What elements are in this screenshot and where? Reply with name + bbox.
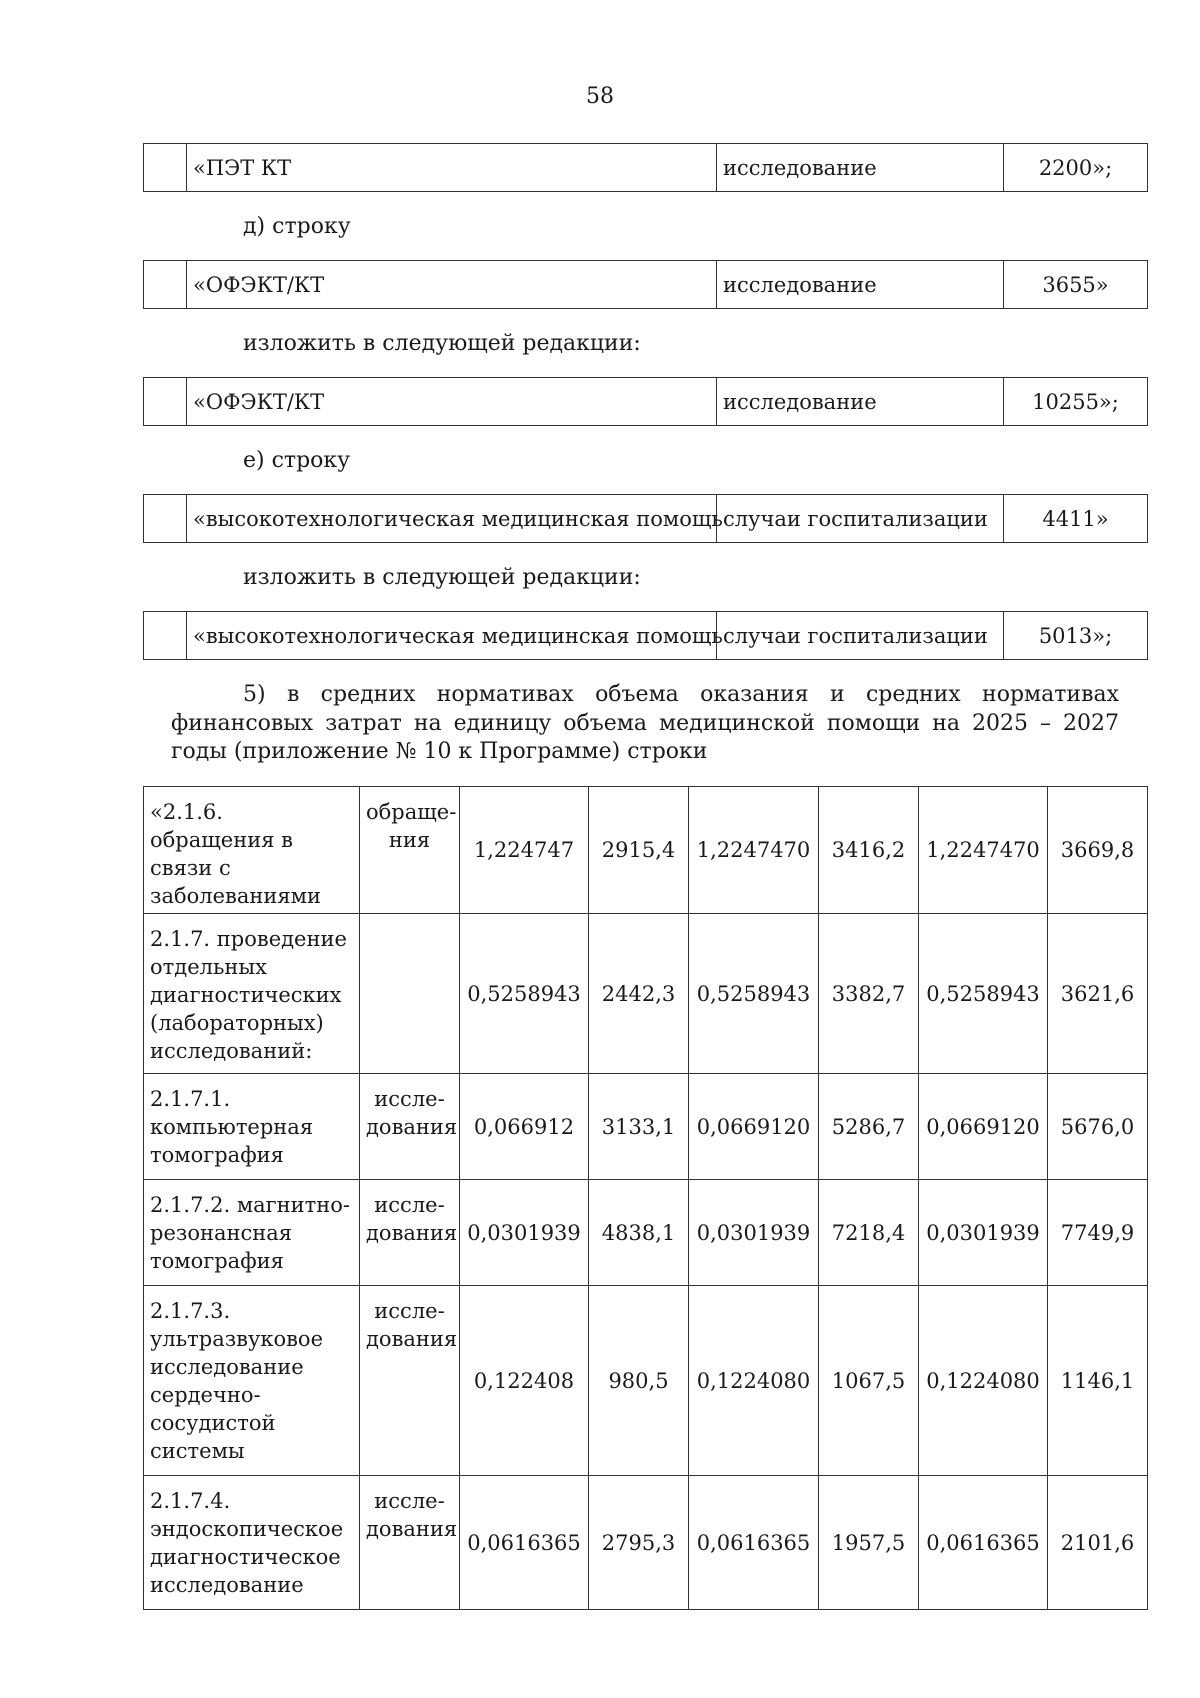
value-2027-volume: 0,0301939 bbox=[919, 1180, 1048, 1286]
value-2026-volume: 0,1224080 bbox=[689, 1286, 819, 1476]
value-2027-cost: 3669,8 bbox=[1048, 787, 1148, 914]
norms-table bbox=[143, 786, 1148, 1610]
table-row bbox=[144, 144, 1148, 192]
empty-cell bbox=[144, 612, 187, 660]
paragraph-redaction: изложить в следующей редакции: bbox=[243, 565, 641, 590]
value-2026-volume: 0,0301939 bbox=[689, 1180, 819, 1286]
empty-cell bbox=[144, 261, 187, 309]
value-2025-cost: 980,5 bbox=[589, 1286, 689, 1476]
value-2026-cost: 3382,7 bbox=[819, 914, 919, 1074]
value-2027-cost: 2101,6 bbox=[1048, 1476, 1148, 1610]
row-name: «ОФЭКТ/КТ bbox=[187, 261, 717, 309]
row-value: 2200»; bbox=[1004, 144, 1148, 192]
row-name: «ПЭТ КТ bbox=[187, 144, 717, 192]
table-row bbox=[144, 1476, 1148, 1610]
value-2025-volume: 1,224747 bbox=[460, 787, 589, 914]
value-2027-volume: 1,2247470 bbox=[919, 787, 1048, 914]
row-value: 4411» bbox=[1004, 495, 1148, 543]
table-row bbox=[144, 1286, 1148, 1476]
value-2025-volume: 0,5258943 bbox=[460, 914, 589, 1074]
value-2026-cost: 1067,5 bbox=[819, 1286, 919, 1476]
value-2026-cost: 3416,2 bbox=[819, 787, 919, 914]
value-2027-cost: 5676,0 bbox=[1048, 1074, 1148, 1180]
row-name: 2.1.7. проведение отдельных диагностических (лабораторных) исследований: bbox=[144, 914, 360, 1074]
pet-kt-row-table bbox=[143, 143, 1148, 192]
row-value: 3655» bbox=[1004, 261, 1148, 309]
row-name: 2.1.7.4. эндоскопическое диагностическое исследование bbox=[144, 1476, 360, 1610]
value-2027-cost: 7749,9 bbox=[1048, 1180, 1148, 1286]
value-2025-cost: 2442,3 bbox=[589, 914, 689, 1074]
row-unit bbox=[360, 914, 460, 1074]
value-2027-volume: 0,5258943 bbox=[919, 914, 1048, 1074]
value-2025-volume: 0,066912 bbox=[460, 1074, 589, 1180]
row-name: 2.1.7.1. компьютерная томография bbox=[144, 1074, 360, 1180]
row-name: «ОФЭКТ/КТ bbox=[187, 378, 717, 426]
empty-cell bbox=[144, 495, 187, 543]
table-row bbox=[144, 378, 1148, 426]
empty-cell bbox=[144, 144, 187, 192]
value-2027-cost: 1146,1 bbox=[1048, 1286, 1148, 1476]
table-row bbox=[144, 1180, 1148, 1286]
row-name: «высокотехнологическая медицинская помощь bbox=[187, 495, 717, 543]
table-row bbox=[144, 787, 1148, 914]
row-unit: случаи госпитализации bbox=[717, 612, 1004, 660]
value-2026-volume: 0,5258943 bbox=[689, 914, 819, 1074]
ofekt-new-row-table bbox=[143, 377, 1148, 426]
vmp-old-row-table bbox=[143, 494, 1148, 543]
ofekt-old-row-table bbox=[143, 260, 1148, 309]
vmp-new-row-table bbox=[143, 611, 1148, 660]
value-2025-cost: 2915,4 bbox=[589, 787, 689, 914]
value-2026-volume: 0,0669120 bbox=[689, 1074, 819, 1180]
table-row bbox=[144, 261, 1148, 309]
row-unit: исследование bbox=[717, 261, 1004, 309]
value-2025-volume: 0,122408 bbox=[460, 1286, 589, 1476]
row-value: 10255»; bbox=[1004, 378, 1148, 426]
row-name: 2.1.7.2. магнитно-резонансная томография bbox=[144, 1180, 360, 1286]
value-2027-volume: 0,0616365 bbox=[919, 1476, 1048, 1610]
value-2025-cost: 3133,1 bbox=[589, 1074, 689, 1180]
value-2026-volume: 0,0616365 bbox=[689, 1476, 819, 1610]
paragraph-5: 5) в средних нормативах объема оказания и средних нормативах финансовых затрат на единицу объема медицинской помощи на 2025 – 2027 годы (приложение № 10 к Программе) строки bbox=[171, 682, 1119, 764]
value-2027-volume: 0,0669120 bbox=[919, 1074, 1048, 1180]
value-2026-volume: 1,2247470 bbox=[689, 787, 819, 914]
table-row bbox=[144, 1074, 1148, 1180]
table-row bbox=[144, 495, 1148, 543]
row-unit: иссле-дования bbox=[360, 1180, 460, 1286]
value-2025-cost: 4838,1 bbox=[589, 1180, 689, 1286]
paragraph-redaction: изложить в следующей редакции: bbox=[243, 331, 641, 356]
empty-cell bbox=[144, 378, 187, 426]
table-row bbox=[144, 612, 1148, 660]
value-2027-volume: 0,1224080 bbox=[919, 1286, 1048, 1476]
value-2025-cost: 2795,3 bbox=[589, 1476, 689, 1610]
value-2027-cost: 3621,6 bbox=[1048, 914, 1148, 1074]
row-unit: случаи госпитализации bbox=[717, 495, 1004, 543]
value-2026-cost: 5286,7 bbox=[819, 1074, 919, 1180]
row-unit: иссле-дования bbox=[360, 1074, 460, 1180]
row-name: 2.1.7.3. ультразвуковое исследование сердечно-сосудистой системы bbox=[144, 1286, 360, 1476]
row-unit: исследование bbox=[717, 378, 1004, 426]
paragraph-e: е) строку bbox=[243, 448, 351, 473]
row-name: «высокотехнологическая медицинская помощь bbox=[187, 612, 717, 660]
page-number: 58 bbox=[586, 84, 614, 109]
row-value: 5013»; bbox=[1004, 612, 1148, 660]
value-2025-volume: 0,0301939 bbox=[460, 1180, 589, 1286]
row-unit: иссле-дования bbox=[360, 1286, 460, 1476]
row-unit: иссле-дования bbox=[360, 1476, 460, 1610]
table-row bbox=[144, 914, 1148, 1074]
paragraph-d: д) строку bbox=[243, 214, 351, 239]
row-name: «2.1.6. обращения в связи с заболеваниями bbox=[144, 787, 360, 914]
value-2026-cost: 7218,4 bbox=[819, 1180, 919, 1286]
value-2025-volume: 0,0616365 bbox=[460, 1476, 589, 1610]
row-unit: обраще-ния bbox=[360, 787, 460, 914]
row-unit: исследование bbox=[717, 144, 1004, 192]
value-2026-cost: 1957,5 bbox=[819, 1476, 919, 1610]
